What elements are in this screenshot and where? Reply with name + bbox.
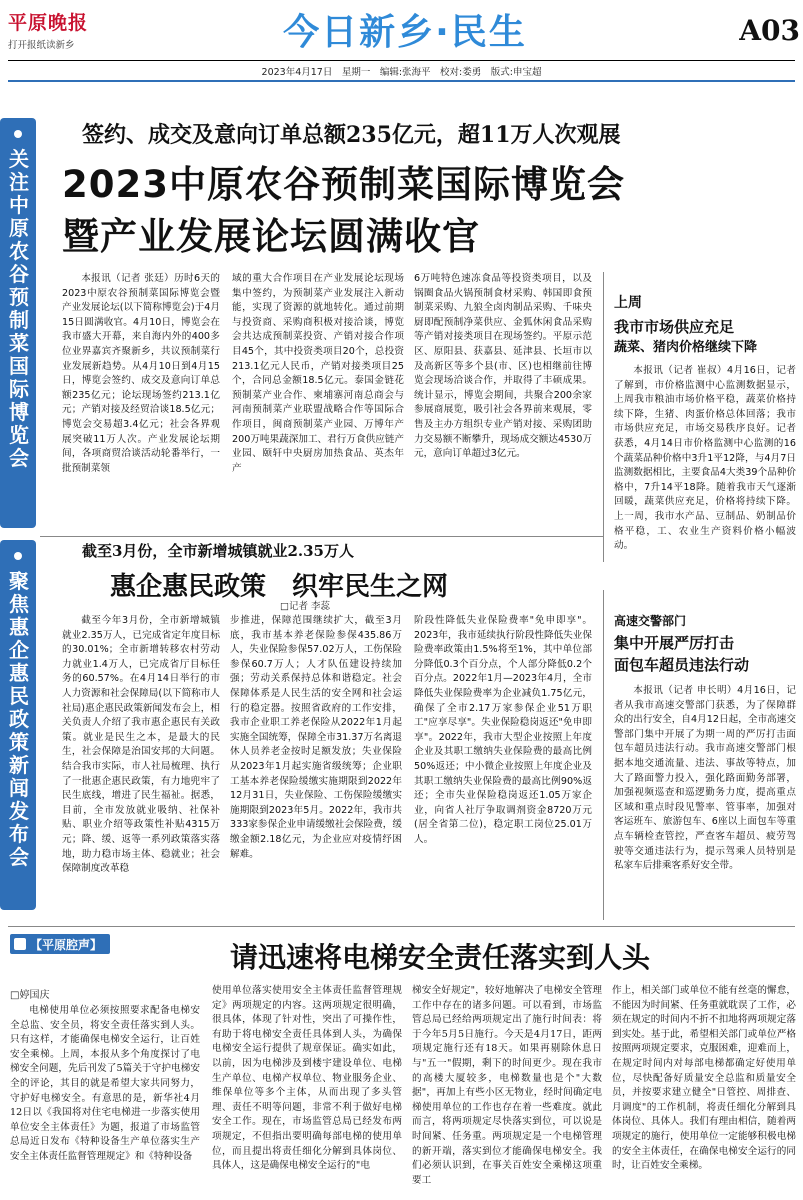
sidebar-2-headline-1: 集中开展严厉打击 — [614, 634, 735, 652]
banner-2-text: 聚焦惠企惠民政策新闻发布会 — [9, 569, 29, 869]
article-1-column-3 — [414, 272, 592, 534]
column-column-3 — [412, 984, 602, 1200]
page-number: A03 — [739, 14, 800, 47]
article-2-col2-text: 步推进，保障范围继续扩大，截至3月底，我市基本养老保险参保435.86万人，失业保险参保57.02万人，工伤保险参保60.7万人；人才队伍建设持续加强；劳动关系保持总体和谐稳定。社会保障体系是人民生活的安全网和社会运行的稳定器。按照省政府的工作安排，我市企业职工养老保险从2022年1月起实施全国统筹，保障全市31.37万名离退休人员养老金按时足额发放；失业保险从2023年1月起实施省级统筹；企业职工基本养老保险缓缴实施期限到2022年12月31日，失业保险、工伤保险缓缴实施期限到2023年5月。2022年，我市共333家参保企业申请缓缴社会保险费，缓缴金额2.18亿元，为企业应对疫情纾困解难。 — [230, 615, 402, 860]
article-1-headline-line1: 2023中原农谷预制菜国际博览会 — [62, 163, 625, 206]
masthead — [0, 0, 803, 80]
divider-vertical-2 — [603, 590, 604, 920]
column-col4-text: 作上，相关部门或单位不能有丝毫的懈怠，不能因为时间紧、任务重就耽误了工作，必须在规定的时间内不折不扣地将两项规定落到实处。基于此，希望相关部门或单位严格按照两项规定要求，克服困难，迎难而上，在规定时间内对每部电梯都确定好使用单位，尽快配备好质量安全总监和质量安全员，并按要求建立健全"日管控、周排查、月调度"的工作机制，将责任细化分解到具体岗位、具体人。我们有理由相信，随着两项规定的施行，使用单位一定能够积极电梯的安全主体责任，在确保电梯安全运行的同时，让百姓安全乘梯。 — [612, 985, 796, 1172]
dateline: 2023年4月17日 星期一 编辑:张海平 校对:娄勇 版式:申宝超 — [261, 67, 542, 78]
column-col2-text: 使用单位落实使用安全主体责任监督管理规定》两项规定的内容。这两项规定很明确，很具体，体现了针对性，突出了可操作性，有助于将电梯安全责任具体到人头，为确保电梯安全运行提供了规章保证。确实如此，以前，因为电梯涉及到楼宇建设单位、电梯生产单位、电梯产权单位、物业服务企业、维保单位等多个主体，从而出现了多头管理、责任不明等问题，非常不利于做好电梯安全工作。现在，市场监管总局已经发布两项规定，不但指出要明确每部电梯的使用单位，而且提出将责任细化分解到具体岗位、具体人，这是确保电梯安全运行的"电 — [212, 985, 402, 1172]
banner-dot-icon — [14, 552, 22, 560]
newspaper-logo — [8, 8, 88, 51]
sidebar-1-text: 本报讯（记者 崔叔）4月16日，记者了解到，市价格监测中心监测数据显示，上周我市粮油市场价格平稳，蔬菜价格持续下降，生猪、肉蛋价格总体回落；我市市场供应充足，市场交易秩序良好。记者获悉，4月14日市价格监测中心监测的16个蔬菜品种价格中3升1平12降，与4月7日监测数据相比，主要食品4大类39个品种价格中，7升14平18降。随着我市天气逐渐回暖，蔬菜供应充足，价格将持续下降。上一周，我市水产品、豆制品、奶制品价格平稳，工、农业生产资料价格小幅波动。 — [614, 365, 796, 552]
banner-1-text: 关注中原农谷预制菜国际博览会 — [9, 147, 29, 470]
sidebar-1-headline-2: 蔬菜、猪肉价格继续下降 — [614, 340, 758, 355]
column-col3-text: 梯安全好规定"，较好地解决了电梯安全管理工作中存在的诸多问题。可以看到，市场监管总局已经给两项规定出了施行时间表：将于今年5月5日施行。今天是4月17日，距两项规定施行还有18天。如果再剔除休息日与"五一"假期，剩下的时间更少。现在我市的高楼大厦较多，电梯数量也是个"大数据"，再加上有些小区无物业，经时间确定电梯使用单位的工作也存在着一些难度。就此而言，将两项规定尽快落实到位，可以说是时间紧、任务重。两项规定是一个电梯管理的新开端，落实到位才能确保电梯安全。我们必须认识到，在事关百姓安全乘梯这项重要工 — [412, 985, 602, 1186]
divider-horizontal-1 — [40, 536, 603, 537]
article-1-column-2 — [232, 272, 404, 534]
column-headline: 请迅速将电梯安全责任落实到人头 — [229, 941, 650, 974]
column-column-1 — [10, 1004, 200, 1200]
column-column-4 — [612, 984, 796, 1200]
column-column-2 — [212, 984, 402, 1200]
logo-text: 平原晚报 — [8, 12, 89, 34]
logo-subtitle: 打开报纸读新乡 — [8, 40, 75, 51]
article-2-column-2 — [230, 614, 402, 918]
masthead-rule — [8, 60, 795, 61]
column-tag — [10, 934, 110, 954]
divider-horizontal-2 — [8, 926, 795, 927]
sidebar-1-headline-1: 我市市场供应充足 — [614, 318, 735, 336]
column-col1-text: 电梯使用单位必须按照要求配备电梯安全总监、安全员，将安全责任落实到人头。只有这样，才能确保电梯安全运行，让百姓安全乘梯。上周，本报从多个角度探讨了电梯安全问题，先后刊发了5篇关于守护电梯安全的评论，其目的就是希望大家共同努力，守护好电梯安全。有意思的是，新华社4月12日以《我国将对住宅电梯进一步落实使用单位安全主体责任》为题，报道了市场监管总局近日发布《特种设备生产单位落实生产安全主体责任监督管理规定》和《特种设备 — [10, 1005, 200, 1162]
article-2-headline: 惠企惠民政策 织牢民生之网 — [110, 572, 449, 602]
section-title: 今日新乡·民生 — [283, 12, 527, 53]
sidebar-1-body — [614, 364, 796, 576]
article-2-byline: □记者 李蕊 — [280, 601, 330, 612]
sidebar-1-kicker: 上周 — [614, 295, 642, 311]
dateline-rule — [8, 80, 795, 82]
topic-banner-2 — [0, 540, 36, 910]
sidebar-2-text: 本报讯（记者 申长明）4月16日，记者从我市高速交警部门获悉，为了保障群众的出行安全，自4月12日起，全市高速交警部门集中开展了为期一周的严厉打击面包车超员违法行动。我市高速交警部门根据本地交通流量、违法、事故等特点，加大了路面警力投入，强化路面勤务部署，加强视频巡查和巡逻勤务力度，提高重点区域和重点时段见警率、管事率，加强对客运班车、旅游包车、6座以上面包车等重点车辆检查管控，严查客车超员、疲劳驾驶等交通违法行为，提示驾乘人员特别是私家车后排乘客系好安全带。 — [614, 685, 796, 872]
sidebar-2-headline-2: 面包车超员违法行动 — [614, 656, 750, 674]
topic-banner-1 — [0, 118, 36, 528]
article-1-col1-text: 本报讯（记者 张廷）历时6天的2023中原农谷预制菜国际博览会暨产业发展论坛(以下简称博览会)于4月15日圆满收官。4月10日，博览会在我市盛大开幕，来自海内外的400多位业界嘉宾齐聚新乡，共议预制菜行业发展新趋势。从4月10日到4月15日，博览会签约、成交及意向订单总额235亿元；论坛现场签约213.1亿元；产销对接及经贸洽谈18.5亿元；博览会交易超3.4亿元；社会各界观展突破11万人次。产业发展论坛期间，各项商贸洽谈活动轮番举行，一批预制菜领 — [62, 273, 220, 474]
article-2-col3-text: 阶段性降低失业保险费率"免申即享"。2023年，我市延续执行阶段性降低失业保险费率政策由1.5%将至1%，其中单位部分降低0.3个百分点，个人部分降低0.2个百分点。2022年1月—2023年4月，全市降低失业保险费率为企业减负1.75亿元，确保了全市2.17万家参保企业51万职工"应享尽享"。失业保险稳岗返还"免申即享"。2022年，我市大型企业按照上年度企业及其职工缴纳失业保险费的最高比例50%返还；中小微企业按照上年度企业及其职工缴纳失业保险费的最高比例90%返还；全市失业保险稳岗返还1.05万家企业，向省人社厅争取调剂资金8720万元(居全省第二位)，稳定职工岗位25.01万人。 — [414, 615, 592, 845]
article-2-column-1 — [62, 614, 220, 918]
article-1-col3-text: 6万吨特色速冻食品等投资类项目，以及锅圈食品火锅预制食材采购、韩国即食预制菜采购、九狼全卤肉制品采购、千味央厨即配预制净菜供应、金狐休闲食品采购等产销对接类项目在现场签约。平原示范区、原阳县、获嘉县、延津县、长垣市以及高新区等多个县(市、区)也相继前往博览会现场洽谈合作，并取得了丰硕成果。统计显示，博览会期间，共聚合200余家参展商展览，吸引社会各界前来观展，零售及主办方组织专业产销对接、采购团助力交易额不断攀升，现场成交额达4530万元，意向订单超过3亿元。 — [414, 273, 592, 460]
column-tag-text: 【平原腔声】 — [30, 937, 103, 952]
article-2-col1-text: 截至今年3月份，全市新增城镇就业2.35万人，已完成省定年度目标的30.01%；全市新增转移农村劳动力就业1.4万人，已完成省厅目标任务的60.57%。在4月14日举行的市人力资源和社会保障局(以下简称市人社局)惠企惠民政策新闻发布会上，相关负责人介绍了我市惠企惠民有关政策。就业是民生之本，是最大的民生，社会保障是治国安邦的大问题。结合我市实际，市人社局梳理、执行了一批惠企惠民政策，有力地兜牢了民生底线，增进了民生福祉。据悉，目前，全市发放就业吸纳、社保补贴、职业介绍等政策性补贴4315万元；降、缓、返等一系列政策落实落地，助力稳市场主体、稳就业；社会保障制度改革稳 — [62, 615, 220, 875]
article-2-column-3 — [414, 614, 592, 918]
comment-icon — [14, 938, 26, 950]
divider-vertical-1 — [603, 272, 604, 562]
article-2-kicker: 截至3月份，全市新增城镇就业2.35万人 — [82, 542, 354, 560]
article-1-col2-text: 域的重大合作项目在产业发展论坛现场集中签约，为预制菜产业发展注入新动能，实现了资源的就地转化。通过前期与投资商、采购商积极对接洽谈，博览会共达成预制菜投资、产销对接合作项目45个，其中投资类项目20个，总投资213.1亿元人民币，产销对接类项目25个，合同总金额18.5亿元。泰国金链花预制菜产业合作、柬埔寨河南总商会与河南预制菜产业联盟战略合作等国际合作项目，闽商预制菜产业园、万博年产200万吨果蔬深加工、君行万食供应链产业园、颐轩中央厨房加热食品、英杰年产 — [232, 273, 404, 474]
sidebar-2-kicker: 高速交警部门 — [614, 614, 687, 628]
article-1-column-1 — [62, 272, 220, 534]
article-1-kicker: 签约、成交及意向订单总额235亿元，超11万人次观展 — [82, 122, 621, 148]
sidebar-2-body — [614, 684, 796, 922]
column-byline: □婷国庆 — [10, 990, 50, 1001]
banner-dot-icon — [14, 130, 22, 138]
article-1-headline-line2: 暨产业发展论坛圆满收官 — [62, 215, 480, 258]
